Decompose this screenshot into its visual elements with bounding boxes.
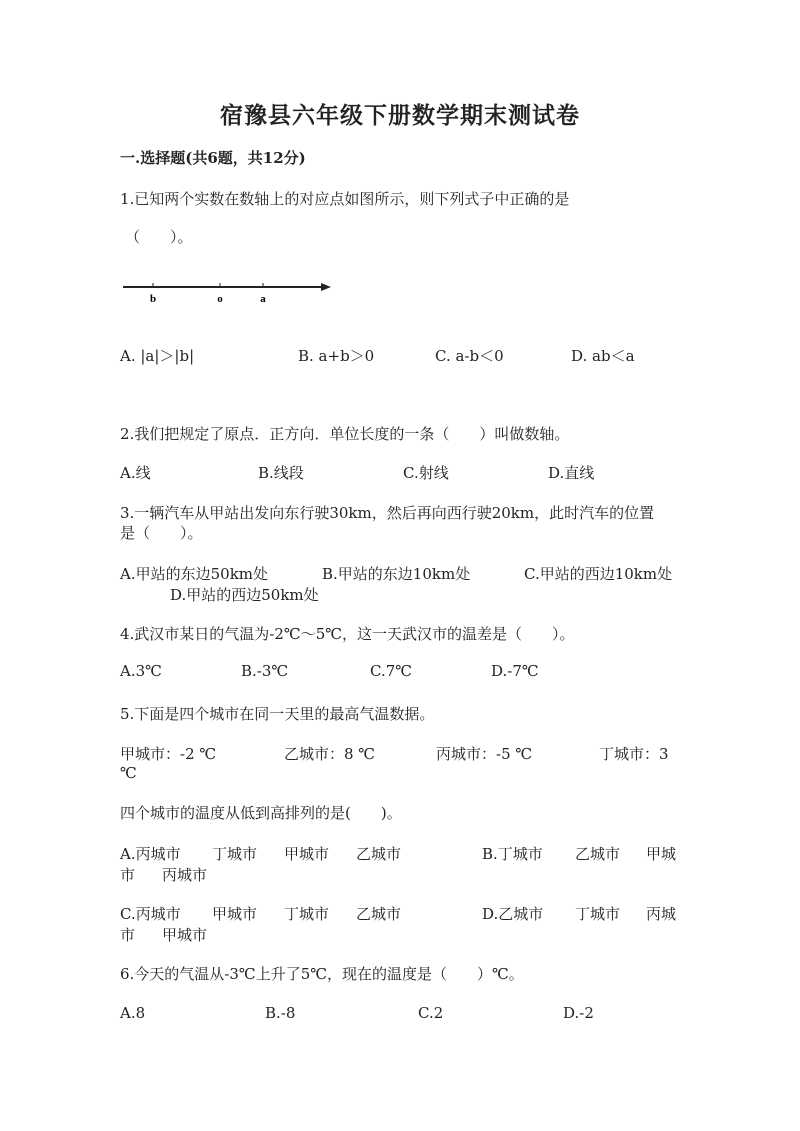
q3-stem-line1: 3.一辆汽车从甲站出发向东行驶30km，然后再向西行驶20km，此时汽车的位置 bbox=[120, 504, 655, 522]
q1-blank: （ ）。 bbox=[125, 228, 193, 246]
axis-label-b: b bbox=[149, 293, 157, 305]
q5-question: 四个城市的温度从低到高排列的是( )。 bbox=[120, 804, 402, 822]
q2-option-d[interactable]: D.直线 bbox=[548, 464, 595, 482]
q5-option-b-part3: 甲城 bbox=[646, 845, 677, 863]
q6-option-d[interactable]: D.-2 bbox=[563, 1004, 594, 1022]
q5-data-wrap: ℃ bbox=[120, 764, 137, 782]
q6-option-b[interactable]: B.-8 bbox=[265, 1004, 296, 1022]
q3-option-c[interactable]: C.甲站的西边10km处 bbox=[524, 565, 673, 583]
section-heading: 一.选择题(共6题，共12分) bbox=[120, 149, 306, 167]
q5-stem: 5.下面是四个城市在同一天里的最高气温数据。 bbox=[120, 705, 435, 723]
q5-option-d-wrap2: 甲城市 bbox=[162, 926, 208, 944]
q4-option-c[interactable]: C.7℃ bbox=[370, 662, 413, 680]
q4-option-b[interactable]: B.-3℃ bbox=[241, 662, 289, 680]
q6-stem: 6.今天的气温从-3℃上升了5℃，现在的温度是（ ）℃。 bbox=[120, 965, 524, 983]
q3-option-a[interactable]: A.甲站的东边50km处 bbox=[120, 565, 269, 583]
q1-option-c[interactable]: C. a-b＜0 bbox=[435, 347, 504, 365]
q5-option-d[interactable]: D.乙城市 bbox=[482, 905, 544, 923]
q5-option-b-part2: 乙城市 bbox=[575, 845, 621, 863]
axis-label-o: o bbox=[217, 293, 223, 305]
arrow-icon bbox=[321, 283, 331, 291]
page-title: 宿豫县六年级下册数学期末测试卷 bbox=[220, 102, 580, 129]
q5-option-b-wrap1: 市 bbox=[120, 866, 136, 884]
q5-option-b-wrap2: 丙城市 bbox=[162, 866, 208, 884]
q5-option-a[interactable]: A.丙城市 bbox=[120, 845, 181, 863]
q5-option-b[interactable]: B.丁城市 bbox=[482, 845, 543, 863]
q2-stem: 2.我们把规定了原点．正方向．单位长度的一条（ ）叫做数轴。 bbox=[120, 425, 570, 443]
q1-option-d[interactable]: D. ab＜a bbox=[571, 347, 635, 365]
q2-option-a[interactable]: A.线 bbox=[120, 464, 151, 482]
q5-option-a-part4: 乙城市 bbox=[356, 845, 402, 863]
q2-option-c[interactable]: C.射线 bbox=[403, 464, 449, 482]
q5-option-c[interactable]: C.丙城市 bbox=[120, 905, 181, 923]
q5-option-d-part2: 丁城市 bbox=[575, 905, 621, 923]
q1-stem: 1.已知两个实数在数轴上的对应点如图所示，则下列式子中正确的是 bbox=[120, 190, 570, 208]
q5-data-ding: 丁城市：3 bbox=[599, 745, 669, 763]
number-line-figure bbox=[120, 276, 335, 306]
q5-data-bing: 丙城市：-5 ℃ bbox=[436, 745, 533, 763]
q3-stem-line2: 是（ ）。 bbox=[120, 524, 203, 542]
q5-data-jia: 甲城市：-2 ℃ bbox=[120, 745, 217, 763]
q1-option-b[interactable]: B. a+b＞0 bbox=[298, 347, 375, 365]
q5-option-d-part3: 丙城 bbox=[646, 905, 677, 923]
q5-option-a-part2: 丁城市 bbox=[212, 845, 258, 863]
q4-stem: 4.武汉市某日的气温为-2℃～5℃，这一天武汉市的温差是（ ）。 bbox=[120, 625, 575, 643]
q3-option-d[interactable]: D.甲站的西边50km处 bbox=[170, 586, 319, 604]
q5-option-c-part2: 甲城市 bbox=[212, 905, 258, 923]
q6-option-a[interactable]: A.8 bbox=[120, 1004, 146, 1022]
q4-option-d[interactable]: D.-7℃ bbox=[491, 662, 539, 680]
q3-option-b[interactable]: B.甲站的东边10km处 bbox=[322, 565, 471, 583]
q5-option-c-part3: 丁城市 bbox=[284, 905, 330, 923]
q4-option-a[interactable]: A.3℃ bbox=[120, 662, 162, 680]
q2-option-b[interactable]: B.线段 bbox=[258, 464, 304, 482]
q5-option-c-part4: 乙城市 bbox=[356, 905, 402, 923]
q5-option-a-part3: 甲城市 bbox=[284, 845, 330, 863]
axis-label-a: a bbox=[260, 293, 266, 305]
q5-data-yi: 乙城市：8 ℃ bbox=[284, 745, 376, 763]
q6-option-c[interactable]: C.2 bbox=[418, 1004, 444, 1022]
q1-option-a[interactable]: A. |a|＞|b| bbox=[120, 347, 195, 365]
q5-option-d-wrap1: 市 bbox=[120, 926, 136, 944]
